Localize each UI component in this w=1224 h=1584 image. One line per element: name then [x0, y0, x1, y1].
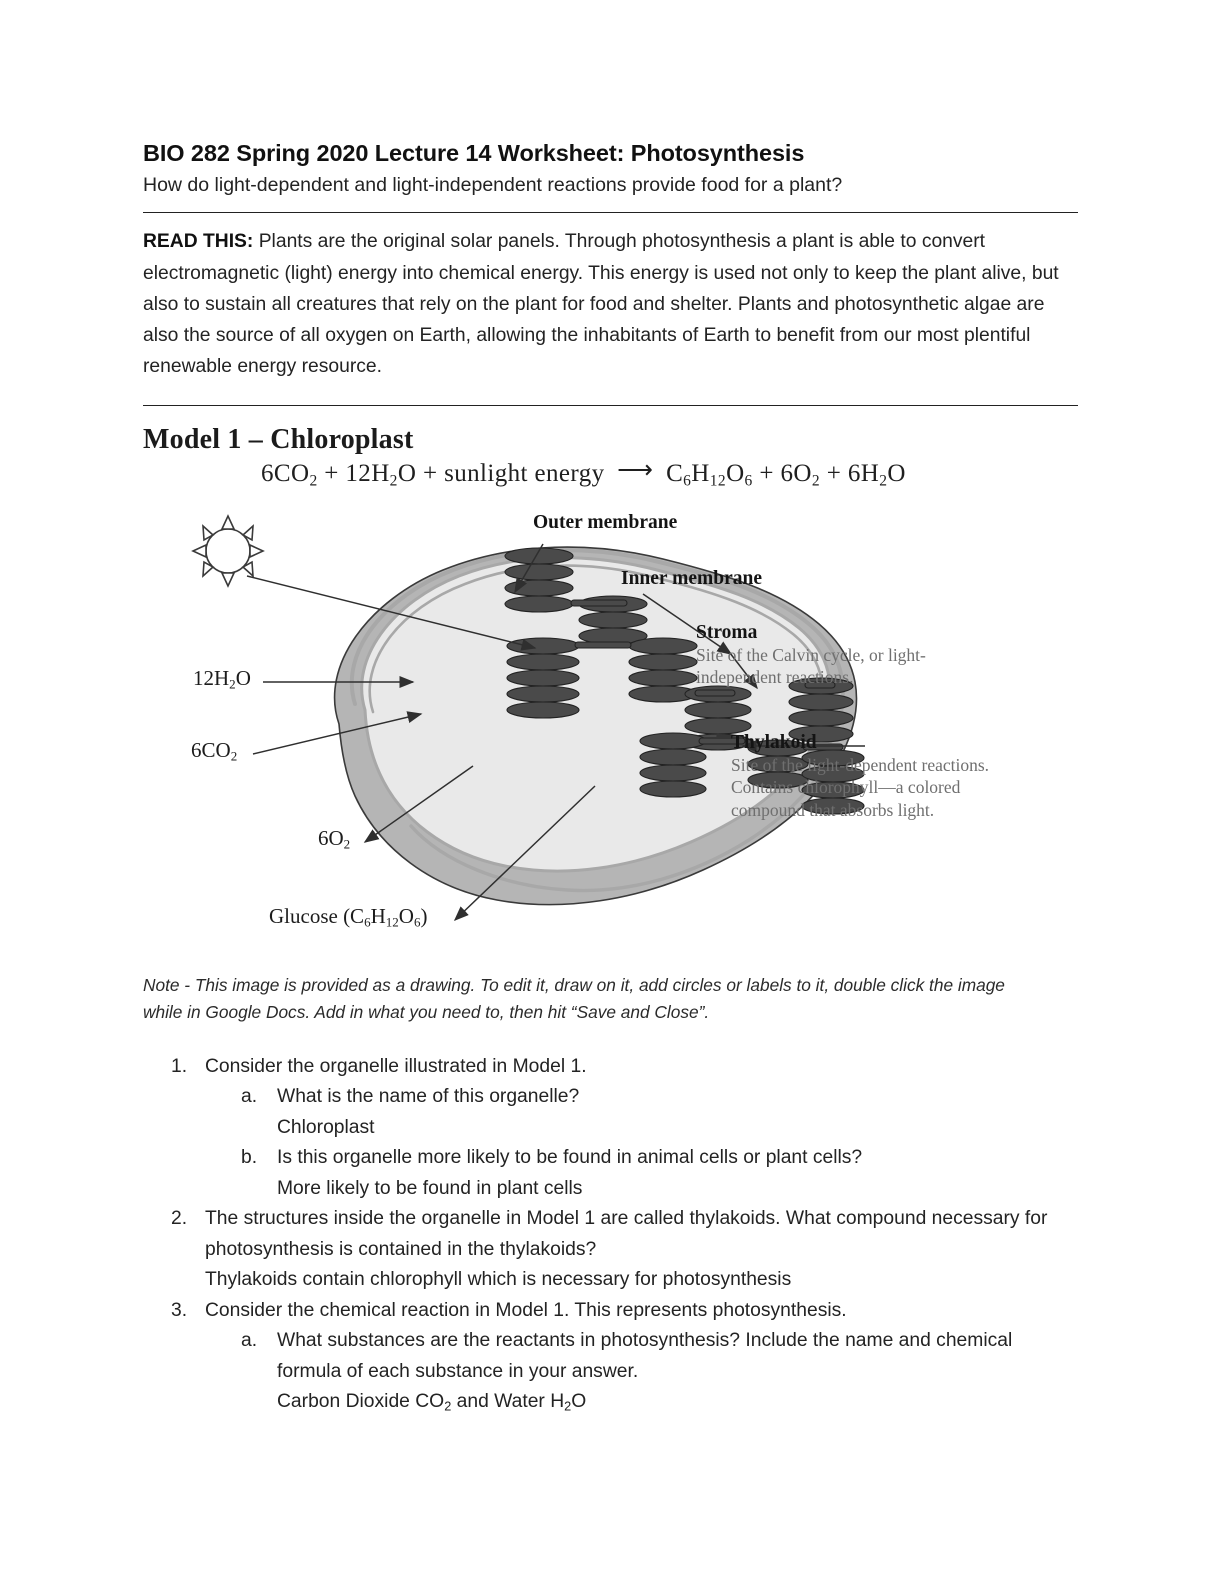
- label-co2-input: $6CO_2$: [191, 738, 238, 764]
- label-thylakoid-group: [731, 732, 989, 821]
- question-3a-text: What substances are the reactants in photosynthesis? Include the name and chemical formula of each substance in your answer.: [277, 1330, 1013, 1382]
- read-this-label: READ THIS:: [143, 231, 254, 253]
- question-1-subitems: [205, 1082, 1078, 1204]
- label-outer-membrane: Outer membrane: [533, 512, 678, 533]
- question-3a-letter: a.: [241, 1330, 258, 1352]
- page-subtitle: How do light-dependent and light-independent reactions provide food for a plant?: [143, 174, 843, 197]
- chloroplast-diagram: [143, 496, 1078, 966]
- question-1a-letter: a.: [241, 1086, 258, 1108]
- question-1b-answer[interactable]: More likely to be found in plant cells: [277, 1177, 583, 1199]
- equation-plus-1: +: [324, 459, 339, 487]
- page-title: BIO 282 Spring 2020 Lecture 14 Worksheet: Photosynthesis: [143, 140, 805, 166]
- question-1: [143, 1052, 1078, 1204]
- question-3-subitems: [205, 1326, 1078, 1417]
- equation-product-oxygen: $6O_2$: [780, 459, 821, 489]
- label-water-input: $12H_2O$: [193, 666, 251, 692]
- question-2: [143, 1204, 1078, 1295]
- figure-note-line-1: Note - This image is provided as a drawing. To edit it, draw on it, add circles or labels to it, double click the image: [143, 975, 1005, 995]
- read-this-paragraph: [143, 226, 1078, 382]
- label-inner-membrane: Inner membrane: [621, 568, 763, 589]
- label-stroma-title: Stroma: [696, 622, 758, 643]
- equation-plus-3: +: [759, 459, 774, 487]
- questions-list: [143, 1052, 1078, 1418]
- question-2-answer[interactable]: Thylakoids contain chlorophyll which is necessary for photosynthesis: [205, 1269, 792, 1291]
- equation-reactant-sunlight: sunlight energy: [444, 459, 605, 487]
- label-thylakoid-desc-3: compound that absorbs light.: [731, 799, 935, 820]
- label-thylakoid-desc-1: Site of the light-dependent reactions.: [731, 755, 990, 775]
- label-oxygen-output: $6O_2$: [318, 826, 351, 852]
- question-1b-letter: b.: [241, 1147, 258, 1169]
- equation-reactant-co2: $6CO_2$: [261, 459, 318, 489]
- question-3: [143, 1296, 1078, 1418]
- sun-icon: [193, 516, 263, 586]
- equation-reactant-water: $12H_2O$: [345, 459, 417, 489]
- equation-plus-2: +: [422, 459, 438, 487]
- question-3a: [205, 1326, 1078, 1417]
- question-3-text: Consider the chemical reaction in Model 1. This represents photosynthesis.: [205, 1299, 847, 1321]
- question-1a-text: What is the name of this organelle?: [277, 1086, 580, 1108]
- figure-note: [143, 972, 1043, 1026]
- question-2-number: 2.: [171, 1208, 188, 1230]
- read-this-body: Plants are the original solar panels. Through photosynthesis a plant is able to convert electromagnetic (light) energy into chemical energy. This energy is used not only to keep the plant alive, but also to sustain all creatures that rely on the plant for food and shelter. Plants and photosynthetic algae are also the source of all oxygen on Earth, allowing the inhabitants of Earth to benefit from our most plentiful renewable energy resource.: [143, 231, 1059, 378]
- equation-product-water: $6H_2O$: [847, 459, 906, 489]
- label-glucose-output: Glucose $(C_6H_{12}O_6)$: [269, 904, 428, 930]
- photosynthesis-equation: [261, 458, 1078, 490]
- question-1a: [205, 1082, 1078, 1143]
- equation-product-glucose: $C_6H_{12}O_6$: [666, 459, 753, 489]
- equation-plus-4: +: [826, 459, 842, 487]
- figure-note-line-2: while in Google Docs. Add in what you need to, then hit “Save and Close”.: [143, 1001, 710, 1022]
- question-1b-text: Is this organelle more likely to be found in animal cells or plant cells?: [277, 1147, 863, 1169]
- document-content: [143, 138, 1078, 1418]
- label-thylakoid-title: Thylakoid: [731, 732, 817, 753]
- equation-arrow-icon: ⟶: [617, 456, 654, 484]
- question-1a-answer[interactable]: Chloroplast: [277, 1116, 375, 1138]
- model-1-block: [143, 424, 1078, 966]
- question-1-text: Consider the organelle illustrated in Model 1.: [205, 1055, 587, 1077]
- divider-top: [143, 212, 1078, 213]
- divider-below-intro: [143, 405, 1078, 406]
- chloroplast-figure: [143, 496, 1078, 966]
- question-1-number: 1.: [171, 1055, 188, 1077]
- question-3a-answer[interactable]: Carbon Dioxide $CO_2$ and Water $H_2O$: [277, 1391, 587, 1414]
- label-stroma-group: [696, 622, 926, 689]
- question-1b: [205, 1143, 1078, 1204]
- label-thylakoid-desc-2: Contains chlorophyll—a colored: [731, 777, 961, 798]
- model-1-heading: Model 1 – Chloroplast: [143, 423, 414, 455]
- question-3-number: 3.: [171, 1299, 188, 1321]
- label-stroma-desc-1: Site of the Calvin cycle, or light-: [696, 645, 926, 665]
- question-2-text: The structures inside the organelle in Model 1 are called thylakoids. What compound necessary for photosynthesis is contained in the thylakoids?: [205, 1208, 1048, 1260]
- label-stroma-desc-2: independent reactions.: [696, 667, 854, 688]
